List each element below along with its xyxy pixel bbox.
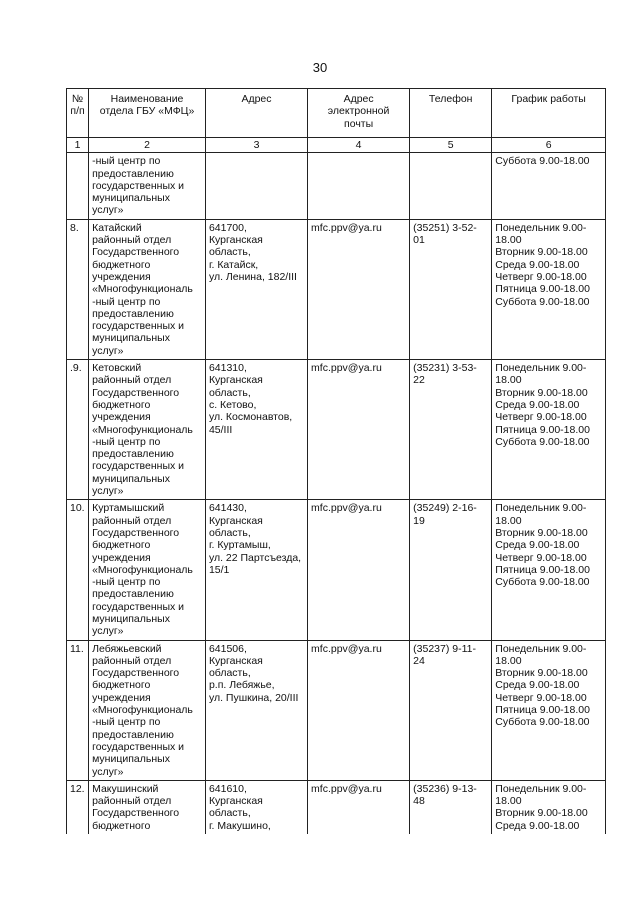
row-number (67, 153, 89, 219)
email: mfc.ppv@ya.ru (308, 360, 410, 500)
email (308, 153, 410, 219)
row-number: 11. (67, 640, 89, 780)
row-number: 10. (67, 500, 89, 640)
column-number: 5 (410, 138, 492, 153)
schedule: Понедельник 9.00- 18.00 Вторник 9.00-18.00 Среда 9.00-18.00 Четверг 9.00-18.00 Пятница 9.00-18.00 Суббота 9.00-18.00 (492, 219, 606, 359)
column-number: 6 (492, 138, 606, 153)
email: mfc.ppv@ya.ru (308, 780, 410, 834)
column-number: 1 (67, 138, 89, 153)
row-number: 12. (67, 780, 89, 834)
address: 641310, Курганская область, с. Кетово, ул. Космонавтов, 45/III (205, 360, 307, 500)
address: 641506, Курганская область, р.п. Лебяжье, ул. Пушкина, 20/III (205, 640, 307, 780)
phone: (35249) 2-16- 19 (410, 500, 492, 640)
table-row (67, 500, 606, 640)
row-number: 8. (67, 219, 89, 359)
header-phone: Телефон (410, 89, 492, 138)
mfc-departments-table (66, 88, 606, 834)
header-email: Адрес электронной почты (308, 89, 410, 138)
table-header-row (67, 89, 606, 138)
schedule: Понедельник 9.00- 18.00 Вторник 9.00-18.00 Среда 9.00-18.00 Четверг 9.00-18.00 Пятница 9.00-18.00 Суббота 9.00-18.00 (492, 500, 606, 640)
column-number: 2 (89, 138, 206, 153)
email: mfc.ppv@ya.ru (308, 640, 410, 780)
schedule: Понедельник 9.00- 18.00 Вторник 9.00-18.00 Среда 9.00-18.00 Четверг 9.00-18.00 Пятница 9.00-18.00 Суббота 9.00-18.00 (492, 360, 606, 500)
email: mfc.ppv@ya.ru (308, 219, 410, 359)
department-name: -ный центр по предоставлению государственных и муниципальных услуг» (89, 153, 206, 219)
department-name: Лебяжьевский районный отдел Государственного бюджетного учреждения «Многофункциональ -ный центр по предоставлению государственных и муниципальных услуг» (89, 640, 206, 780)
table-row (67, 640, 606, 780)
phone (410, 153, 492, 219)
table-row (67, 219, 606, 359)
address: 641430, Курганская область, г. Куртамыш, ул. 22 Партсъезда, 15/1 (205, 500, 307, 640)
table-row (67, 780, 606, 834)
column-number: 4 (308, 138, 410, 153)
department-name: Кетовский районный отдел Государственного бюджетного учреждения «Многофункциональ -ный центр по предоставлению государственных и муниципальных услуг» (89, 360, 206, 500)
department-name: Катайский районный отдел Государственного бюджетного учреждения «Многофункциональ -ный центр по предоставлению государственных и муниципальных услуг» (89, 219, 206, 359)
department-name: Куртамышский районный отдел Государственного бюджетного учреждения «Многофункциональ -ный центр по предоставлению государственных и муниципальных услуг» (89, 500, 206, 640)
phone: (35251) 3-52- 01 (410, 219, 492, 359)
header-number: № п/п (67, 89, 89, 138)
phone: (35231) 3-53- 22 (410, 360, 492, 500)
column-number-row (67, 138, 606, 153)
phone: (35236) 9-13- 48 (410, 780, 492, 834)
address (205, 153, 307, 219)
schedule: Понедельник 9.00- 18.00 Вторник 9.00-18.00 Среда 9.00-18.00 Четверг 9.00-18.00 Пятница 9.00-18.00 Суббота 9.00-18.00 (492, 640, 606, 780)
header-schedule: График работы (492, 89, 606, 138)
department-name: Макушинский районный отдел Государственного бюджетного (89, 780, 206, 834)
schedule: Понедельник 9.00- 18.00 Вторник 9.00-18.00 Среда 9.00-18.00 (492, 780, 606, 834)
address: 641700, Курганская область, г. Катайск, ул. Ленина, 182/III (205, 219, 307, 359)
header-address: Адрес (205, 89, 307, 138)
row-number: .9. (67, 360, 89, 500)
phone: (35237) 9-11- 24 (410, 640, 492, 780)
address: 641610, Курганская область, г. Макушино, (205, 780, 307, 834)
table-row (67, 360, 606, 500)
schedule: Суббота 9.00-18.00 (492, 153, 606, 219)
table-row (67, 153, 606, 219)
page-number: 30 (312, 60, 328, 75)
header-department-name: Наименование отдела ГБУ «МФЦ» (89, 89, 206, 138)
email: mfc.ppv@ya.ru (308, 500, 410, 640)
column-number: 3 (205, 138, 307, 153)
